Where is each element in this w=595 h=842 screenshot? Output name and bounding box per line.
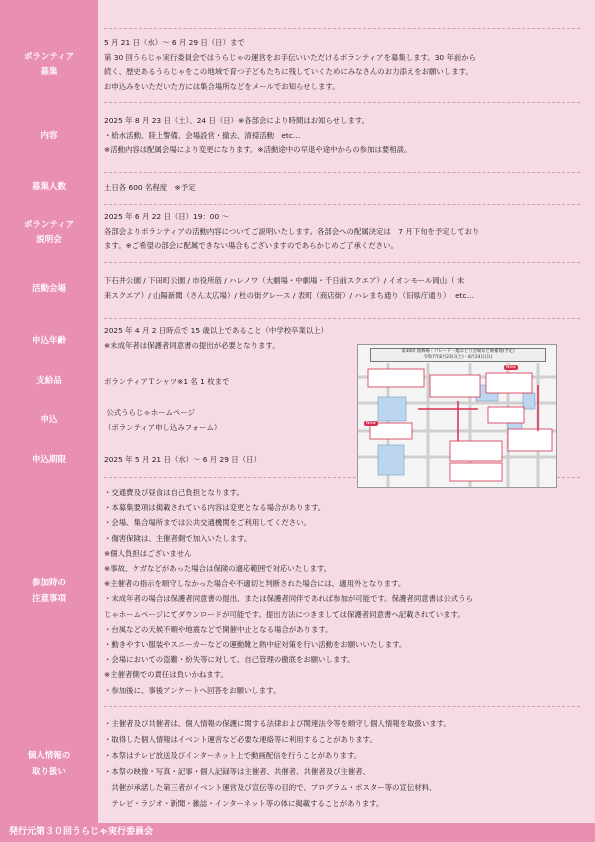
venue-map bbox=[357, 344, 557, 488]
section-label: 申込 bbox=[0, 398, 98, 444]
text-line: 2025 年 8 月 23 日（土）、24 日（日）※各部会により時間はお知らせします。 bbox=[104, 116, 370, 125]
application-form-link[interactable]: （ボランティア申し込みフォーム） bbox=[104, 422, 222, 432]
map-title: 第30回 演舞場・パレード・総おどり会場など候補地(予定) 令和7年8月23日(土)・8月24日(日) bbox=[370, 348, 546, 362]
section-briefing bbox=[0, 204, 595, 262]
section-label: 個人情報の 取り扱い bbox=[0, 706, 98, 823]
section-label: 内容 bbox=[0, 102, 98, 172]
section-body bbox=[104, 274, 579, 303]
top-spacer-row bbox=[0, 0, 595, 28]
text-line: ・会場、集合場所までは公共交通機関をご利用してください。 bbox=[104, 518, 311, 528]
section-label: ボランティア 募集 bbox=[0, 28, 98, 102]
text-line: 下石井公園 / 下田町公園 / 市役所筋 / ハレノワ（大劇場・中劇場・千日前スクエア）/ イオンモール岡山（ 未 bbox=[104, 276, 465, 285]
section-venues bbox=[0, 262, 595, 318]
text-line: ・交通費及び昼食は自己負担となります。 bbox=[104, 488, 244, 497]
text-line: テレビ・ラジオ・新聞・雑誌・インターネット等の体に掲載することがあります。 bbox=[104, 799, 384, 808]
text-line: ・未成年者の場合は保護者同意書の提出、または保護者同伴であれば参加が可能です。保護者同意書は公式うら bbox=[104, 594, 473, 604]
text-line: 2025 年 4 月 2 日時点で 15 歳以上であること（中学校卒業以上） bbox=[104, 326, 329, 335]
section-label: 募集人数 bbox=[0, 172, 98, 204]
text-line: 土日各 600 名程度 ※予定 bbox=[104, 183, 196, 192]
text-line: ・取得した個人情報はイベント運営など必要な連絡等に利用することがあります。 bbox=[104, 735, 377, 744]
text-line: ボランティアＴシャツ※1 名 1 枚まで bbox=[104, 377, 230, 386]
text-line: ・本祭の映像・写真・記事・個人記録等は主催者、共催者、共催者及び主催者、 bbox=[104, 767, 371, 776]
section-label: 支給品 bbox=[0, 366, 98, 398]
text-line: ※事故、ケガなどがあった場合は保険の適応範囲で対応いたします。 bbox=[104, 564, 332, 574]
text-line: ※未成年者は保護者同意書の提出が必要となります。 bbox=[104, 340, 280, 350]
section-label: 活動会場 bbox=[0, 262, 98, 318]
map-graphic bbox=[358, 345, 556, 487]
section-body bbox=[104, 210, 579, 254]
section-body bbox=[104, 36, 579, 94]
text-line: ・給水活動、陸上警備、会場設営・撤去、清掃活動 etc… bbox=[104, 130, 301, 140]
website-link[interactable]: 公式うらじゃホームページ bbox=[104, 408, 195, 417]
text-line: じゃホームページにてダウンロードが可能です。提出方法につきましては保護者同意書へ記載されています。 bbox=[104, 609, 465, 619]
text-line: 2025 年 6 月 22 日（日）19：00 ～ bbox=[104, 212, 229, 221]
text-line: 続く、歴史あるうらじゃをこの地域で育つ子どもたちに残していくためにみなさんのお力添えをお願いします。 bbox=[104, 67, 473, 76]
section-recruitment bbox=[0, 28, 595, 102]
section-body bbox=[104, 485, 579, 698]
text-line: ます。※ご希望の部会に配属できない場合もございますのであらかじめご了承ください。 bbox=[104, 241, 398, 250]
text-line: 第 30 回うらじゃ実行委員会ではうらじゃの運営をお手伝いいただけるボランティアを募集します。30 年前から bbox=[104, 52, 477, 62]
publisher-footer bbox=[0, 823, 595, 842]
text-line: 来スクエア）/ 山陽新聞（さん太広場）/ 杜の街グレース / 表町（商店街）/ ハレまち通り（旧県庁通り） etc… bbox=[104, 290, 474, 300]
text-line: ・本祭はテレビ放送及びインターネット上で動画配信を行うことがあります。 bbox=[104, 751, 362, 760]
top-label-cell bbox=[0, 0, 98, 28]
text-line: 2025 年 5 月 21 日（水）～ 6 月 29 日（日） bbox=[104, 455, 261, 464]
section-body bbox=[104, 716, 579, 812]
text-line: ※活動内容は配属会場により変更になります。※活動途中の早退や途中からの参加は要相談。 bbox=[104, 145, 412, 154]
new-badge: New bbox=[506, 365, 516, 370]
text-line: ※個人負担はございません bbox=[104, 548, 192, 558]
text-line: ・主催者及び共催者は、個人情報の保護に関する法律および関連法令等を順守し個人情報を取扱います。 bbox=[104, 719, 451, 728]
section-privacy bbox=[0, 706, 595, 823]
text-line: 5 月 21 日（水）～ 6 月 29 日（日）まで bbox=[104, 38, 245, 47]
text-line: ・会場においての盗難・紛失等に対して、自己管理の徹底をお願いします。 bbox=[104, 655, 355, 665]
text-line: ・参加後に、事後アンケートへ回答をお願いします。 bbox=[104, 685, 281, 695]
section-label: 申込年齢 bbox=[0, 318, 98, 366]
text-line: 各部会よりボランティアの活動内容についてご説明いたします。各部会への配属決定は 7 月下旬を予定しており bbox=[104, 226, 480, 236]
text-line: 共催が承諾した第三者がイベント運営及び宣伝等の目的で、プログラム・ポスター等の宣伝材料、 bbox=[104, 783, 437, 792]
section-body bbox=[104, 114, 579, 158]
text-line: ※主催者の指示を順守しなかった場合や不適切と判断された場合には、適用外となります。 bbox=[104, 579, 406, 589]
new-badge: New bbox=[366, 421, 376, 426]
section-contents bbox=[0, 102, 595, 172]
text-line: ・動きやすい服装やスニーカーなどの運動靴と熱中症対策を行い活動をお願いいたします。 bbox=[104, 640, 407, 650]
text-line: ※主催者側での責任は負いかねます。 bbox=[104, 670, 228, 680]
section-body bbox=[104, 181, 579, 196]
section-label: 参加時の 注意事項 bbox=[0, 477, 98, 706]
text-line: ・本募集要項は掲載されている内容は変更となる場合があります。 bbox=[104, 503, 326, 513]
text-line: お申込みをいただいた方には集合場所などをメールでお知らせします。 bbox=[104, 81, 340, 91]
section-headcount bbox=[0, 172, 595, 204]
text-line: ・台風などの天候不順や地震などで開催中止となる場合があります。 bbox=[104, 624, 333, 634]
section-label: ボランティア 説明会 bbox=[0, 204, 98, 262]
section-precautions bbox=[0, 477, 595, 706]
section-label: 申込期限 bbox=[0, 444, 98, 477]
text-line: ・傷害保険は、主催者側で加入いたします。 bbox=[104, 533, 252, 543]
publisher-text: 発行元第３０回うらじゃ実行委員会 bbox=[9, 827, 154, 837]
